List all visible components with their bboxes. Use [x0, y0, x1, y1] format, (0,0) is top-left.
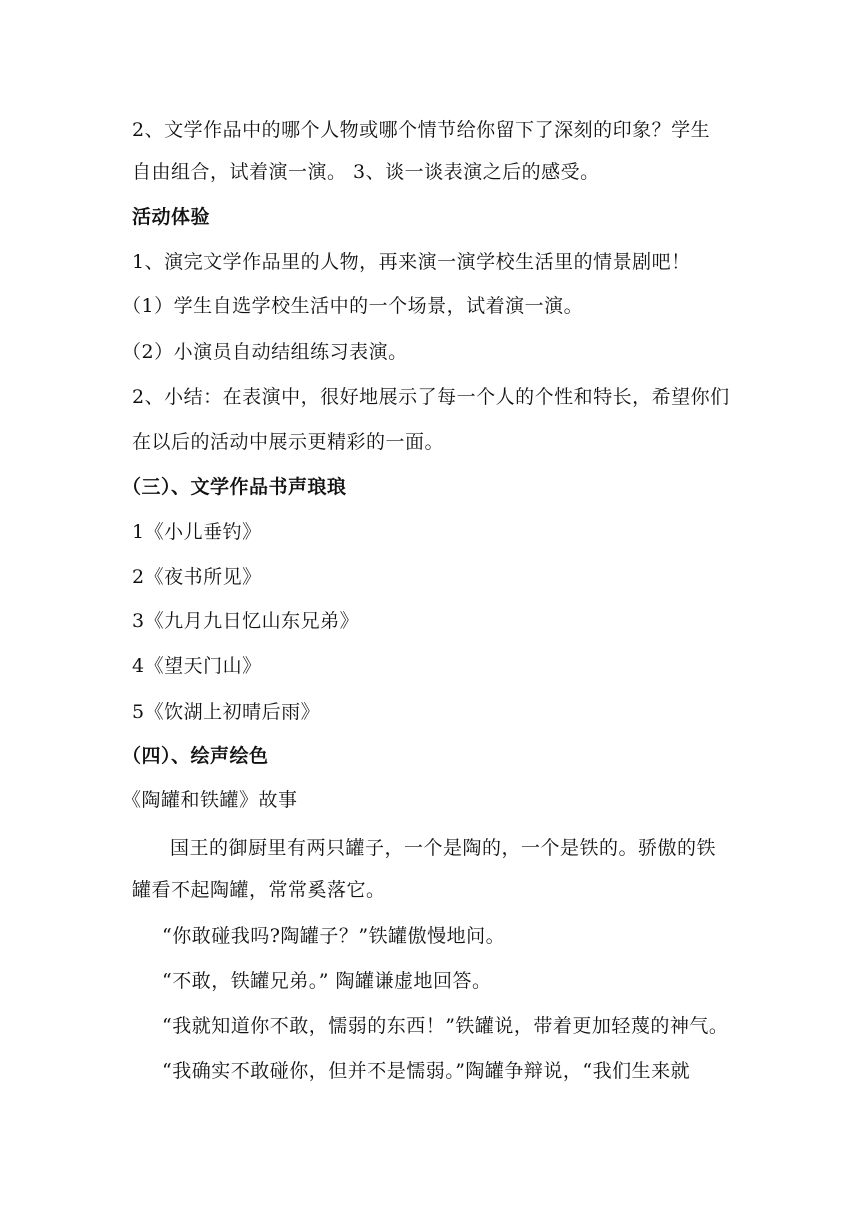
story-paragraph-1-line-1: 国王的御厨里有两只罐子，一个是陶的，一个是铁的。骄傲的铁 — [170, 837, 717, 859]
poem-list-item-1: 1《小儿垂钓》 — [132, 521, 262, 543]
story-title: 《陶罐和铁罐》故事 — [122, 789, 298, 811]
story-dialogue-1: “你敢碰我吗?陶罐子？”铁罐傲慢地问。 — [162, 925, 506, 947]
section-heading-reading: （三）、文学作品书声琅琅 — [122, 476, 347, 498]
activity-subitem-1: （1）学生自选学校生活中的一个场景，试着演一演。 — [122, 295, 584, 317]
poem-list-item-3: 3《九月九日忆山东兄弟》 — [132, 610, 360, 632]
story-dialogue-4: “我确实不敢碰你，但并不是懦弱。”陶罐争辩说，“我们生来就 — [162, 1060, 691, 1082]
activity-subitem-2: （2）小演员自动结组练习表演。 — [122, 341, 408, 363]
summary-line-1: 2、小结：在表演中，很好地展示了每一个人的个性和特长，希望你们 — [132, 386, 730, 408]
summary-line-2: 在以后的活动中展示更精彩的一面。 — [132, 431, 445, 453]
activity-item-1: 1、演完文学作品里的人物，再来演一演学校生活里的情景剧吧！ — [132, 251, 691, 273]
section-heading-storytelling: （四）、绘声绘色 — [122, 745, 269, 767]
poem-list-item-4: 4《望天门山》 — [132, 655, 262, 677]
story-paragraph-1-line-2: 罐看不起陶罐，常常奚落它。 — [132, 879, 386, 901]
paragraph-question-2-line-2: 自由组合，试着演一演。 3、谈一谈表演之后的感受。 — [132, 161, 600, 183]
poem-list-item-2: 2《夜书所见》 — [132, 566, 262, 588]
section-heading-activity-experience: 活动体验 — [132, 206, 211, 228]
poem-list-item-5: 5《饮湖上初晴后雨》 — [132, 701, 321, 723]
story-dialogue-3: “我就知道你不敢，懦弱的东西！”铁罐说，带着更加轻蔑的神气。 — [162, 1015, 729, 1037]
paragraph-question-2-line-1: 2、文学作品中的哪个人物或哪个情节给你留下了深刻的印象？学生 — [132, 119, 711, 141]
story-dialogue-2: “不敢，铁罐兄弟。” 陶罐谦虚地回答。 — [162, 970, 492, 992]
